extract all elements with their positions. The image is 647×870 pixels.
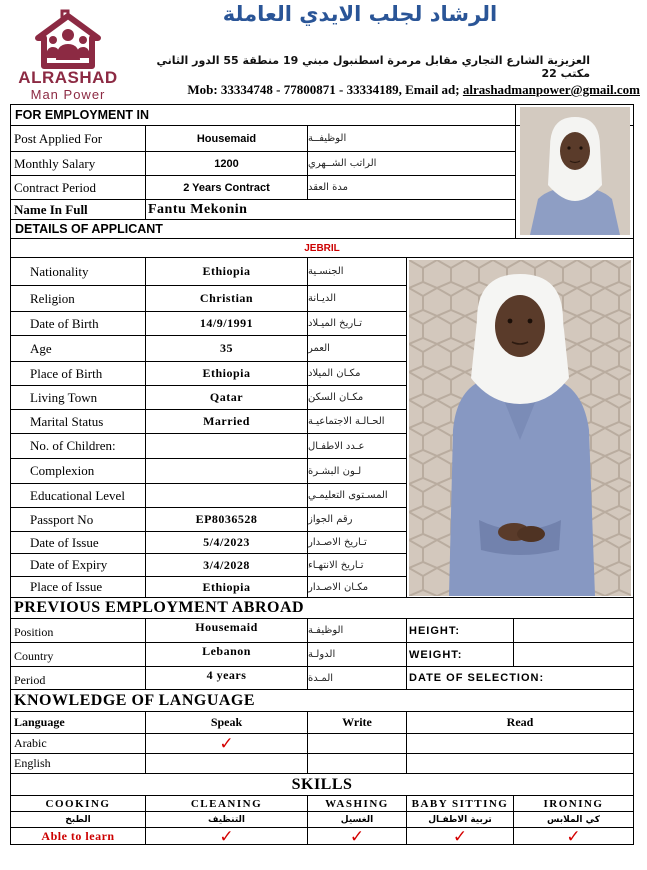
skill-cleaning-label: CLEANING [190,797,263,810]
applicant-section-title: DETAILS OF APPLICANT [15,222,163,236]
place-of-issue-value: Ethiopia [202,579,251,594]
post-applied-label: Post Applied For [14,130,103,146]
company-logo [18,8,118,100]
living-town-label: Living Town [30,389,98,405]
nationality-arabic: الجنسـية [308,266,344,277]
marital-status-label: Marital Status [30,413,104,429]
skill-cooking-status: Able to learn [41,829,115,843]
logo-house-people-icon [18,8,118,70]
monthly-salary-arabic: الراتب الشــهري [308,158,377,169]
skill-ironing-arabic: كي الملابس [547,814,600,825]
previous-employment-section-title: PREVIOUS EMPLOYMENT ABROAD [14,599,305,616]
applicant-full-body-photo [409,260,631,596]
previous-country-label: Country [14,649,54,663]
religion-label: Religion [30,290,75,306]
arabic-speak-check-icon: ✓ [219,734,234,753]
complexion-value [146,459,307,483]
date-of-issue-label: Date of Issue [30,534,99,550]
skill-cleaning-check-icon: ✓ [219,828,234,845]
skills-section-title: SKILLS [291,775,353,793]
employment-section-title: FOR EMPLOYMENT IN [15,108,150,122]
contact-phones: Mob: 33334748 - 77800871 - 33334189, Email ad; [187,82,463,97]
weight-label: WEIGHT: [409,648,463,661]
date-of-selection-label: DATE OF SELECTION: [409,672,545,684]
skill-ironing-label: IRONING [543,797,604,810]
educational-level-value [146,484,307,507]
post-applied-value: Housemaid [196,132,257,145]
living-town-arabic: مكـان السكن [308,392,364,403]
previous-position-arabic: الوظيفـة [308,625,344,636]
english-speak-check-icon [146,754,307,773]
place-of-issue-arabic: مكـان الاصـدار [308,581,369,593]
language-arabic-label: Arabic [14,736,47,750]
no-of-children-label: No. of Children: [30,438,116,453]
skill-baby-sitting-label: BABY SITTING [411,797,509,810]
skill-washing-arabic: الغسيل [340,814,374,825]
skill-ironing-check-icon: ✓ [566,828,581,845]
place-of-birth-label: Place of Birth [30,365,103,381]
passport-no-label: Passport No [30,511,94,527]
complexion-label: Complexion [30,463,95,478]
date-of-issue-arabic: تـاريخ الاصـدار [308,537,367,548]
contract-period-value: 2 Years Contract [183,181,270,194]
previous-period-value: 4 years [206,667,247,682]
place-of-birth-arabic: مكـان الميلاد [308,368,361,379]
date-of-expiry-arabic: تـاريخ الانتهـاء [308,559,364,571]
previous-country-arabic: الدولـة [308,649,336,660]
date-of-birth-label: Date of Birth [30,315,99,331]
skill-washing-label: WASHING [325,797,389,810]
date-of-birth-value: 14/9/1991 [199,316,254,330]
skill-cooking-label: COOKING [45,797,111,810]
monthly-salary-label: Monthly Salary [14,155,96,171]
age-label: Age [30,340,52,356]
contact-line [120,82,640,98]
date-of-birth-arabic: تـاريخ الميـلاد [308,318,362,329]
date-of-expiry-label: Date of Expiry [30,557,108,572]
living-town-value: Qatar [209,390,244,404]
no-of-children-arabic: عـدد الاطفـال [308,440,365,452]
previous-position-label: Position [14,625,54,639]
full-name-value: Fantu Mekonin [148,201,248,217]
age-arabic: العمر [308,343,330,354]
nationality-label: Nationality [30,263,89,279]
skill-washing-check-icon: ✓ [349,828,365,845]
skill-baby-sitting-check-icon: ✓ [452,828,468,845]
height-label: HEIGHT: [409,624,460,637]
skill-cleaning-arabic: التنظيف [208,814,245,825]
logo-name: ALRASHAD [18,68,118,87]
skill-baby-sitting-arabic: تربية الاطفـال [428,814,492,825]
contact-email-link[interactable]: alrashadmanpower@gmail.com [462,82,640,97]
language-section-title: KNOWLEDGE OF LANGUAGE [14,691,256,709]
contract-period-arabic: مدة العقد [308,182,348,193]
previous-period-arabic: المـدة [308,672,334,684]
place-of-birth-value: Ethiopia [202,366,251,380]
contract-period-label: Contract Period [14,179,96,195]
age-value: 35 [220,341,233,355]
language-english-label: English [14,756,51,770]
company-arabic-title: الرشاد لجلب الايدي العاملة [222,2,498,26]
date-of-issue-value: 5/4/2023 [203,535,250,549]
applicant-portrait-photo [520,107,630,235]
full-name-label: Name In Full [14,201,88,217]
previous-position-value: Housemaid [195,620,258,634]
speak-col-header: Speak [210,715,243,729]
no-of-children-value [146,434,307,458]
monthly-salary-value: 1200 [214,157,239,170]
marital-status-arabic: الحـالـة الاجتماعيـة [308,416,385,427]
religion-arabic: الديـانة [308,293,336,304]
post-applied-arabic: الوظيفــة [308,133,347,144]
complexion-arabic: لـون البشـرة [308,465,362,477]
date-of-expiry-value: 3/4/2028 [203,557,250,572]
language-col-header: Language [14,715,65,729]
previous-country-value: Lebanon [202,644,251,658]
skill-cooking-arabic: الطبخ [65,814,91,825]
marital-status-value: Married [203,414,250,428]
educational-level-arabic: المسـتوى التعليمـي [308,490,388,501]
company-arabic-address: العزيزية الشارع التجاري مقابل مرمرة اسطنبول مبني 19 منطقة 55 الدور الثاني مكتب 22 [156,54,590,80]
write-col-header: Write [342,715,372,729]
previous-period-label: Period [14,672,46,687]
nationality-value: Ethiopia [202,264,251,278]
educational-level-label: Educational Level [30,487,125,503]
application-form [10,104,634,845]
agent-name: JEBRIL [304,242,340,254]
logo-subtitle: Man Power [30,87,106,102]
passport-no-value: EP8036528 [195,512,258,526]
place-of-issue-label: Place of Issue [30,579,103,594]
passport-no-arabic: رقم الجواز [308,514,353,525]
read-col-header: Read [506,715,534,729]
religion-value: Christian [199,291,254,305]
